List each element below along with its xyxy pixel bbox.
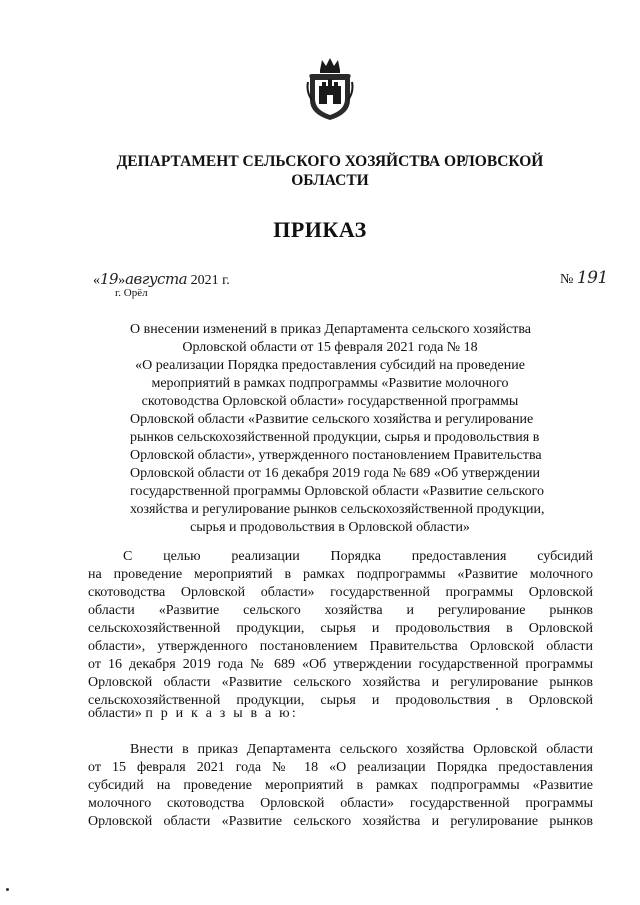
paragraph-line-last (88, 706, 593, 722)
paragraph-line: Внести в приказ Департамента сельского хозяйства Орловской области (130, 742, 593, 757)
subject-line: Орловской области от 16 декабря 2019 года № 689 «Об утверждении (130, 466, 540, 481)
coat-of-arms-icon (306, 56, 354, 122)
document-title: ПРИКАЗ (273, 217, 367, 242)
paragraph-text: области» (88, 706, 142, 721)
subject-line: скотоводства Орловской области» государственной программы (141, 394, 519, 409)
paragraph-line: на проведение мероприятий в рамках подпрограммы «Развитие молочного (88, 567, 593, 582)
paragraph-line: Орловской области «Развитие сельского хозяйства и регулирование рынков (88, 675, 593, 690)
order-word: п р и к а з ы в а ю: (145, 706, 298, 721)
date-close-quote: » (118, 273, 126, 288)
paragraph-line: Орловской области «Развитие сельского хозяйства и регулирование рынков (88, 814, 593, 829)
subject-line: государственной программы Орловской области «Развитие сельского (130, 484, 545, 499)
subject-line: сырья и продовольствия в Орловской области» (190, 520, 470, 535)
department-name-line1: ДЕПАРТАМЕНТ СЕЛЬСКОГО ХОЗЯЙСТВА ОРЛОВСКОЙ (116, 153, 544, 170)
paragraph-line: области «Развитие сельского хозяйства и регулирование рынков (88, 603, 593, 618)
paragraph-line: сельскохозяйственной продукции, сырья и продовольствия в Орловской (88, 693, 593, 708)
paragraph-line: скотоводства Орловской области» государственной программы Орловской (88, 585, 593, 600)
order-city: г. Орёл (115, 287, 148, 299)
department-name-line2: ОБЛАСТИ (291, 172, 369, 189)
subject-line: рынков сельскохозяйственной продукции, сырья и продовольствия в (130, 430, 540, 445)
order-number (560, 268, 608, 288)
paragraph-line: области», утвержденного постановлением Правительства Орловской области (88, 639, 593, 654)
subject-line: О внесении изменений в приказ Департамента сельского хозяйства (130, 322, 531, 337)
order-number-label: № (560, 272, 574, 287)
paragraph-line: от 15 февраля 2021 года № 18 «О реализации Порядка предоставления (88, 760, 593, 775)
subject-line: Орловской области от 15 февраля 2021 года № 18 (182, 340, 478, 355)
order-number-value: 191 (576, 268, 608, 288)
date-month: августа (125, 270, 188, 288)
scan-speck (496, 708, 498, 710)
subject-line: Орловской области», утвержденного постановлением Правительства (130, 448, 542, 463)
order-date (93, 270, 230, 289)
paragraph-line: С целью реализации Порядка предоставления субсидий (123, 549, 593, 564)
date-year: 2021 г. (190, 273, 230, 288)
paragraph-line: молочного скотоводства Орловской области» государственной программы (88, 796, 593, 811)
scan-speck (6, 888, 9, 891)
subject-line: мероприятий в рамках подпрограммы «Развитие молочного (151, 376, 509, 391)
date-day: 19 (100, 270, 119, 288)
subject-line: Орловской области «Развитие сельского хозяйства и регулирование (130, 412, 534, 427)
subject-line: хозяйства и регулирование рынков сельскохозяйственной продукции, (130, 502, 545, 517)
date-open-quote: « (93, 273, 100, 288)
paragraph-line: субсидий на проведение мероприятий в рамках подпрограммы «Развитие (88, 778, 593, 793)
subject-line: «О реализации Порядка предоставления субсидий на проведение (135, 358, 525, 373)
paragraph-line: сельскохозяйственной продукции, сырья и продовольствия в Орловской (88, 621, 593, 636)
paragraph-line: от 16 декабря 2019 года № 689 «Об утверждении государственной программы (88, 657, 593, 672)
